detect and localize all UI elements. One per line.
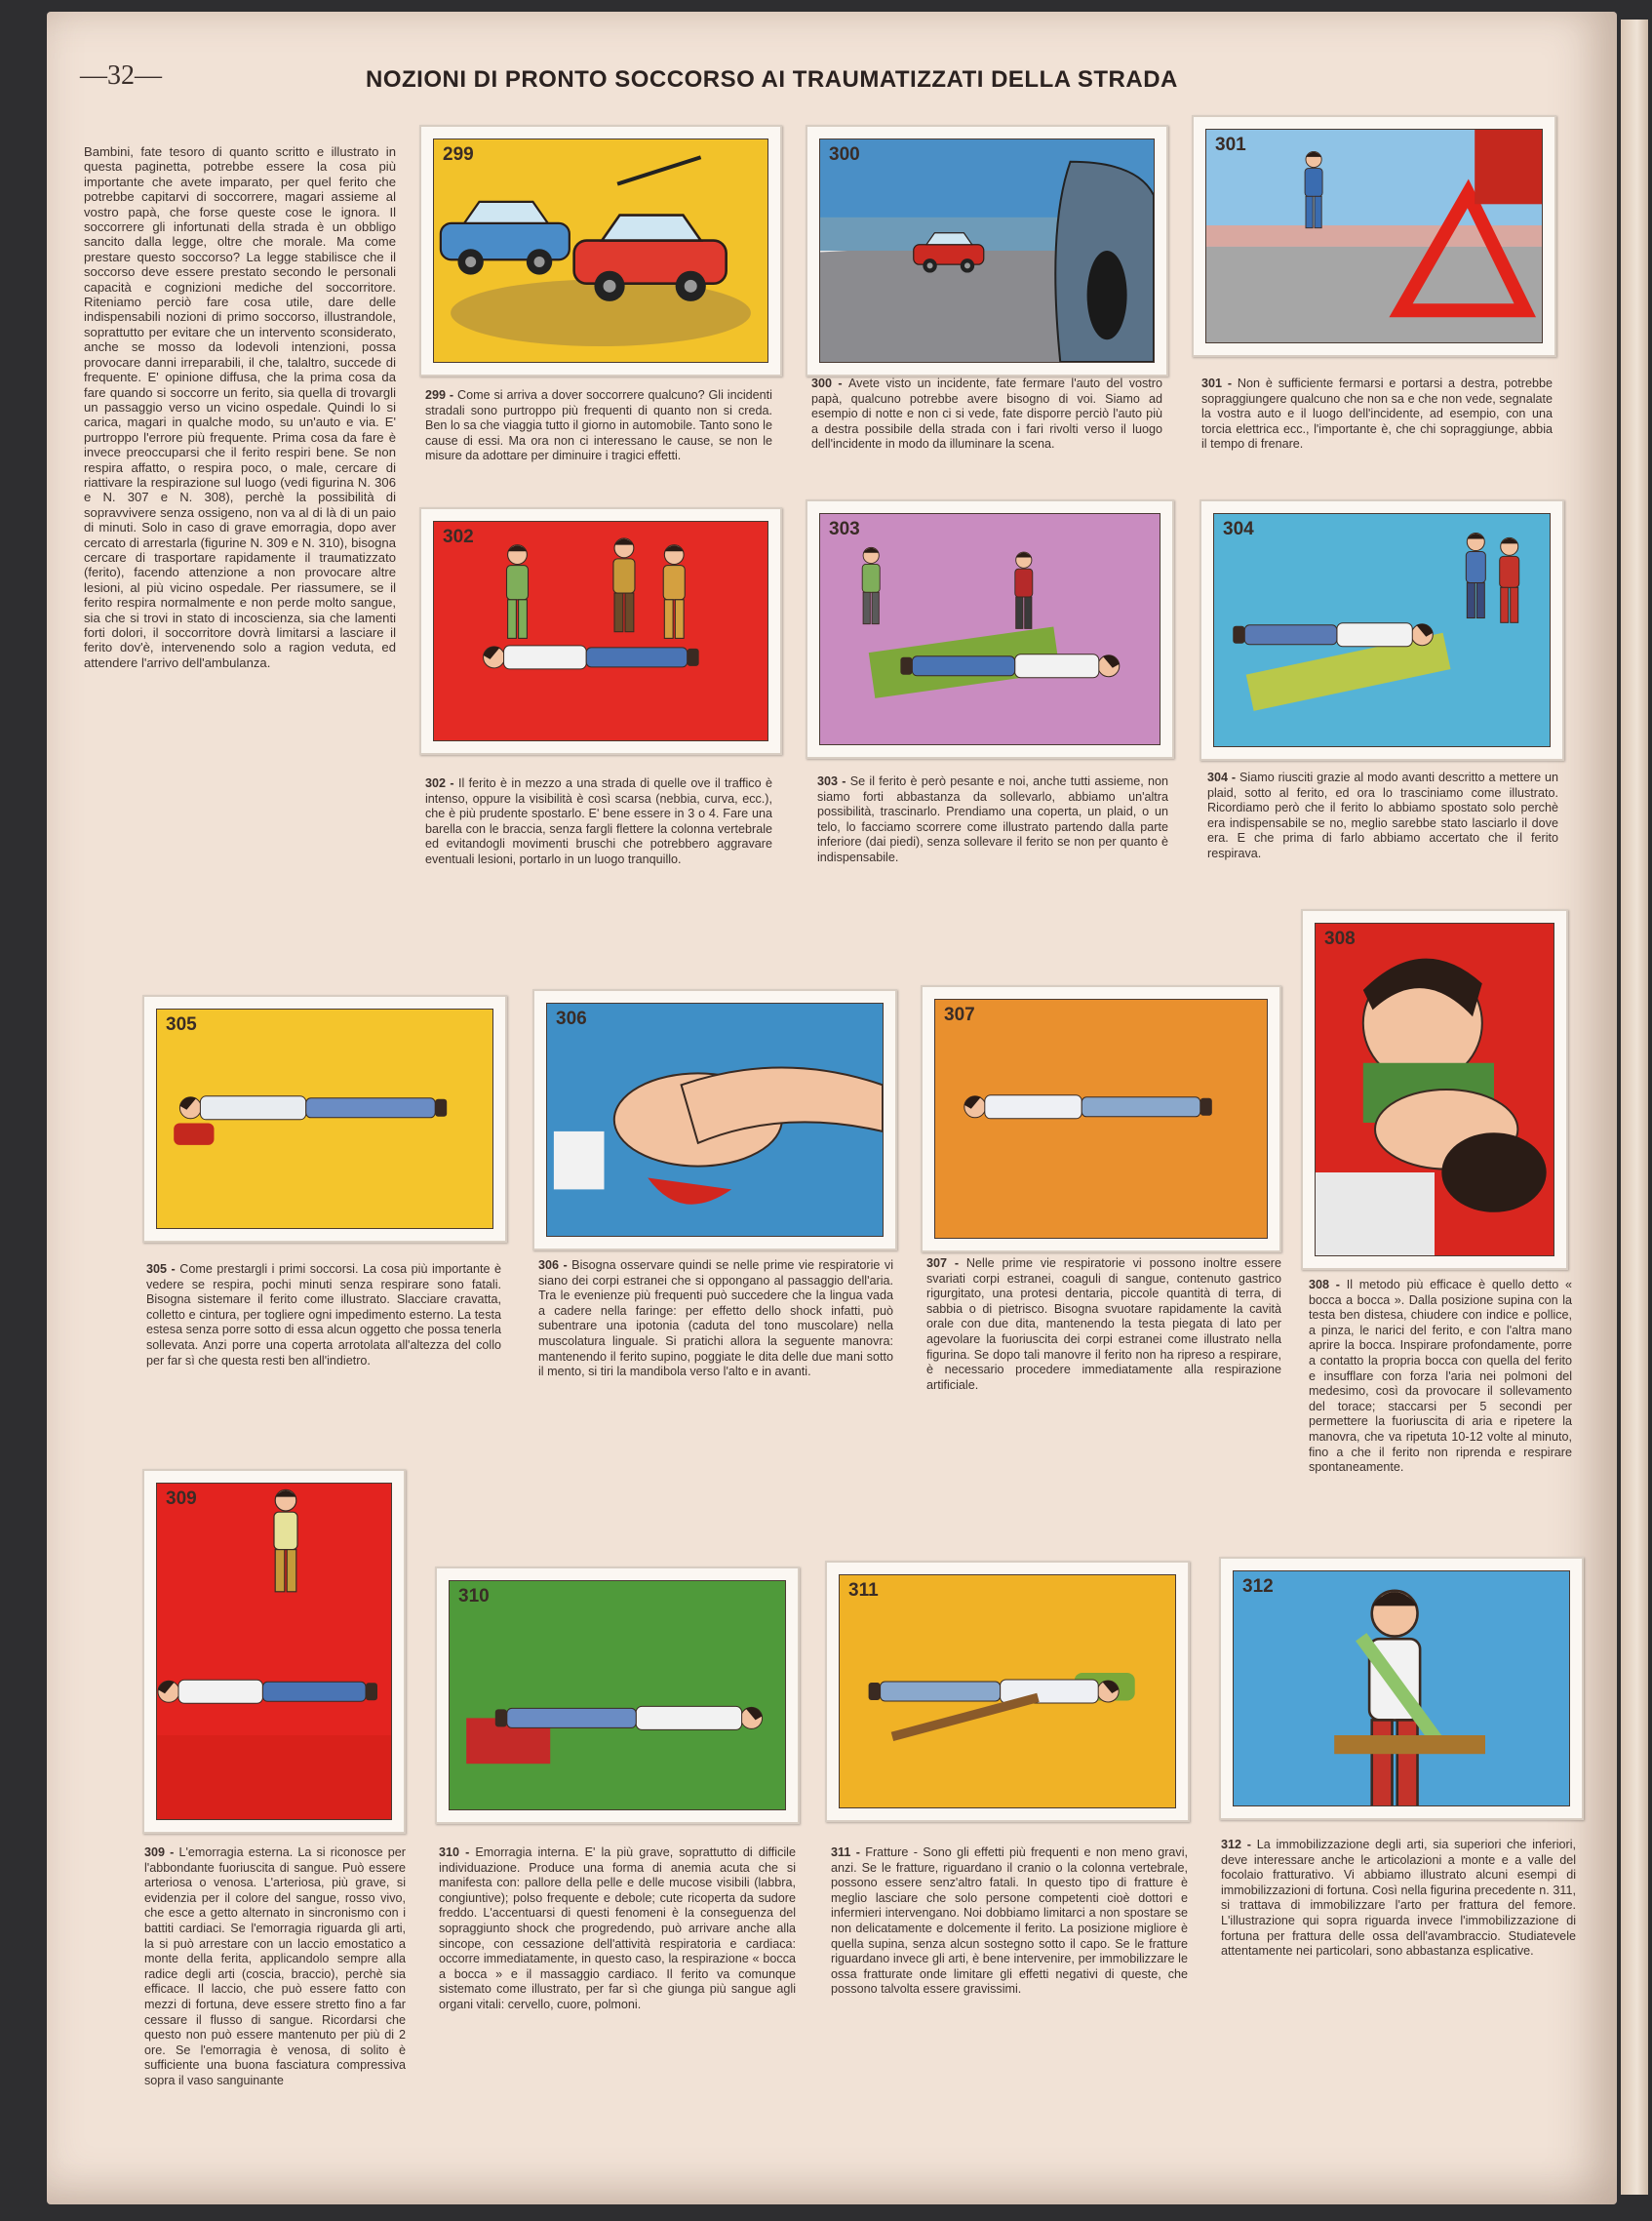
illustration-299: [433, 139, 768, 363]
card-number: 305: [166, 1014, 197, 1035]
card-number: 301: [1215, 135, 1246, 155]
caption-302: [425, 776, 772, 868]
caption-300: [811, 377, 1162, 453]
page-title: NOZIONI DI PRONTO SOCCORSO AI TRAUMATIZZATI DELLA STRADA: [366, 66, 1178, 93]
card-number: 308: [1324, 929, 1356, 949]
caption-number: 300 -: [811, 377, 848, 390]
caption-text: Il ferito è in mezzo a una strada di quelle ove il traffico è intenso, oppure la visibilità è così scarsa (nebbia, curva, ecc.), che è più prudente spostarlo. E' bene essere in 3 o 4. Fare una barella con le braccia, senza fargli flettere la colonna vertebrale ed evitandogli movimenti bruschi che potrebbero aggravare eventuali lesioni, portarlo in un luogo tranquillo.: [425, 776, 772, 866]
illustration-309: [156, 1483, 392, 1820]
illustration-card-306: [532, 989, 897, 1250]
caption-number: 304 -: [1207, 771, 1240, 784]
illustration-card-305: [142, 995, 507, 1243]
caption-number: 302 -: [425, 776, 458, 790]
caption-text: Come si arriva a dover soccorrere qualcuno? Gli incidenti stradali sono purtroppo più frequenti di quanto non si creda. Ben lo sa che viaggia tutto il giorno in automobile. Tanto sono le cause di essi. Ma ora non ci interessano le cause, se non le misure da adottare per diminuire i tragici effetti.: [425, 388, 772, 463]
illustration-303: [819, 513, 1160, 745]
caption-304: [1207, 771, 1558, 862]
intro-text: Bambini, fate tesoro di quanto scritto e illustrato in questa paginetta, potrebbe essere la cosa più importante che avete imparato, per quel ferito che potrebbe capitarvi di soccorrere, magari assieme al vostro papà, che forse queste cose le ignora. Il soccorrere gli infortunati della strada è un obbligo sancito dalla legge, oltre che morale. Ma come prestare questo soccorso? La legge stabilisce che il soccorso deve essere prestato secondo le personali capacità e cognizioni mediche del soccorritore. Riteniamo perciò fare cosa utile, dare delle indispensabili nozioni di primo soccorso, illustrandole, soprattutto per evitare che un intervento sconsiderato, anche se mosso da lodevoli intenzioni, possa provocare danni irreparabili, il che, talaltro, succede di frequente. E' opinione diffusa, che la prima cosa da fare quando si soccorre un ferito, sia quella di trovargli un passaggio verso un vicino ospedale. Quindi lo si carica, magari in qualche modo, su un'auto e via. E' purtroppo l'errore più frequente. Prima cosa da fare è invece preoccuparsi che il ferito respiri bene. Se non respira affatto, o respira poco, o male, cercare di riattivare la respirazione sul luogo (vedi figurina N. 306 e N. 307 e N. 308), perchè la possibilità di sopravvivere senza ossigeno, non va al di là di un paio di minuti. Solo in caso di grave emorragia, dopo aver cercato di arrestarla (figurine N. 309 e N. 310), bisogna cercare di trasportare rapidamente il traumatizzato (ferito), facendo attenzione a non provocare altre lesioni, al più vicino ospedale. Per riassumere, se il ferito respira normalmente e non perde molto sangue, sia che si trovi in stato di incoscienza, sia che lamenti forti dolori, il soccorritore dovrà limitarsi a lasciare il ferito dov'è, intervenendo solo a ragion veduta, ed attendere l'arrivo dell'ambulanza.: [84, 144, 396, 670]
caption-308: [1309, 1278, 1572, 1476]
caption-text: Se il ferito è però pesante e noi, anche tutti assieme, non siamo forti abbastanza da sollevarlo, abbiamo un'altra possibilità, trascinarlo. Prendiamo una coperta, un plaid, o un telo, lo facciamo scorrere come illustrato partendo dalla parte inferiore (dai piedi), senza sollevare il ferito se non per quanto è indispensabile.: [817, 774, 1168, 864]
caption-text: Emorragia interna. E' la più grave, soprattutto di difficile individuazione. Produce una forma di anemia acuta che si manifesta con: pallore della pelle e delle mucose visibili (labbra, congiuntive); polso frequente e debole; cute ricoperta da sudore freddo. L'accentuarsi di questi fenomeni è la conseguenza del sopraggiunto shock che progredendo, può arrivare anche alla sincope, con cessazione dell'attività respiratoria e cardiaca: occorre immediatamente, in questo caso, la respirazione « bocca a bocca » e il massaggio cardiaco. Il ferito va comunque sistemato come illustrato, per far sì che giunga più sangue agli organi vitali: cervello, cuore, polmoni.: [439, 1845, 796, 2011]
caption-312: [1221, 1838, 1576, 1960]
caption-text: Come prestargli i primi soccorsi. La cosa più importante è vedere se respira, pochi minuti senza respirare sono fatali. Bisogna sistemare il ferito come illustrato. Slacciare cravatta, colletto e cintura, per togliere ogni impedimento esterno. La testa estesa senza porre sotto di essa alcun oggetto che possa tenerla sollevata. Anzi porre una coperta arrotolata all'altezza del collo per far sì che questa resti ben all'indietro.: [146, 1262, 501, 1368]
caption-text: Fratture - Sono gli effetti più frequenti e non meno gravi, anzi. Se le fratture, riguardano il cranio o la colonna vertebrale, possono essere senz'altro fatali. In questo tipo di fratture è meglio lasciare che solo persone competenti cioè dottori e infermieri intervengano. Noi dobbiamo limitarci a non spostare se non delicatamente e dolcemente il ferito. La posizione migliore è quella supina, senza alcun sostegno sotto il capo. Se le fratture riguardano invece gli arti, è bene intervenire, per immobilizzare le ossa fratturate onde limitare gli effetti negativi di queste, che possono talvolta essere gravissimi.: [831, 1845, 1188, 1997]
caption-299: [425, 388, 772, 464]
caption-303: [817, 774, 1168, 866]
caption-301: [1201, 377, 1553, 453]
card-number: 300: [829, 144, 860, 165]
caption-number: 299 -: [425, 388, 457, 402]
caption-text: L'emorragia esterna. La si riconosce per l'abbondante fuoriuscita di sangue. Può essere arteriosa o venosa. L'arteriosa, più grave, si evidenzia per il colore del sangue, rosso vivo, che esce a getto alternato in sincronismo con i battiti cardiaci. Se l'emorragia riguarda gli arti, la si può arrestare con un laccio emostatico a monte della ferita, applicandolo sempre alla radice degli arti (coscia, braccio), perchè sia efficace. Il laccio, che può essere fatto con mezzi di fortuna, deve essere stretto fino a far cessare il flusso di sangue. Ricordarsi che questo non può essere mantenuto per più di 2 ore. Se l'emorragia è venosa, di solito è sufficiente una buona fasciatura compressiva sopra il vaso sanguinante: [144, 1845, 406, 2087]
illustration-card-308: [1301, 909, 1568, 1270]
illustration-card-311: [825, 1561, 1190, 1822]
caption-309: [144, 1845, 406, 2089]
illustration-301: [1205, 129, 1543, 343]
illustration-307: [934, 999, 1268, 1239]
caption-text: Non è sufficiente fermarsi e portarsi a destra, potrebbe sopraggiungere qualcuno che non sa e che non vede, segnalate la vostra auto e il luogo dell'incidente, ad esempio, con una torcia elettrica ecc., l'importante è, che chi sopraggiunge, abbia il tempo di frenare.: [1201, 377, 1553, 452]
card-number: 302: [443, 527, 474, 547]
caption-number: 306 -: [538, 1258, 572, 1272]
caption-number: 305 -: [146, 1262, 180, 1276]
card-number: 306: [556, 1009, 587, 1029]
illustration-306: [546, 1003, 884, 1237]
illustration-300: [819, 139, 1155, 363]
caption-number: 312 -: [1221, 1838, 1257, 1851]
caption-text: Bisogna osservare quindi se nelle prime vie respiratorie vi siano dei corpi estranei che si oppongano al passaggio dell'aria. Tra le evenienze più frequenti può succedere che la lingua vada a cadere nella faringe: per effetto dello shock infatti, può subentrare una ipotonia (caduta del tono muscolare) nella muscolatura linguale. Si pratichi allora la seguente manovra: mantenendo il ferito supino, poggiate le dita delle due mani sotto il mento, si tiri la mandibola verso l'alto e in avanti.: [538, 1258, 893, 1379]
caption-number: 309 -: [144, 1845, 179, 1859]
illustration-card-301: [1192, 115, 1556, 357]
card-number: 310: [458, 1586, 490, 1606]
card-number: 304: [1223, 519, 1254, 539]
page-number: —32—: [80, 60, 162, 91]
illustration-305: [156, 1009, 493, 1229]
illustration-card-303: [806, 499, 1174, 759]
caption-text: La immobilizzazione degli arti, sia superiori che inferiori, deve interessare anche le articolazioni a monte e a valle del focolaio fratturativo. Vi abbiamo illustrato alcuni esempi di immobilizzazioni di fortuna. Così nella figurina precedente n. 311, si trattava di immobilizzare l'arto per frattura del femore. L'illustrazione qui sopra riguarda invece l'immobilizzazione di fortuna per frattura delle ossa dell'avambraccio. Studiatevele attentamente nei particolari, sono abbastanza esplicative.: [1221, 1838, 1576, 1959]
card-number: 299: [443, 144, 474, 165]
illustration-card-310: [435, 1567, 800, 1824]
illustration-304: [1213, 513, 1551, 747]
caption-306: [538, 1258, 893, 1380]
caption-number: 301 -: [1201, 377, 1238, 390]
caption-number: 307 -: [926, 1256, 966, 1270]
illustration-311: [839, 1574, 1176, 1808]
caption-text: Nelle prime vie respiratorie vi possono inoltre essere svariati corpi estranei, coaguli di sangue, contenuto gastrico rigurgitato, una protesi dentaria, piccole quantità di terra, di sabbia o di pietrisco. Bisogna svuotare rapidamente la cavità orale con due dita, mantenendo la testa piegata di lato per agevolare la fuoriuscita dei corpi estranei come illustrato nella figurina. Se dopo tali manovre il ferito non ha ripreso a respirare, è necessario procedere immediatamente alla respirazione artificiale.: [926, 1256, 1281, 1392]
illustration-card-304: [1200, 499, 1564, 761]
caption-text: Siamo riusciti grazie al modo avanti descritto a mettere un plaid, sotto al ferito, ed ora lo trasciniamo come illustrato. Ricordiamo però che il ferito lo abbiamo spostato solo perchè era indispensabile se no, meglio sarebbe stato lasciarlo il dove era. E che prima di farlo abbiamo accertato che il ferito respirava.: [1207, 771, 1558, 860]
illustration-card-312: [1219, 1557, 1584, 1820]
caption-307: [926, 1256, 1281, 1393]
card-number: 309: [166, 1488, 197, 1509]
card-number: 303: [829, 519, 860, 539]
illustration-312: [1233, 1570, 1570, 1806]
caption-number: 308 -: [1309, 1278, 1347, 1291]
illustration-card-309: [142, 1469, 406, 1834]
card-number: 311: [848, 1580, 879, 1601]
caption-text: Il metodo più efficace è quello detto « bocca a bocca ». Dalla posizione supina con la testa ben distesa, chiudere con indice e pollice, a pinza, le narici del ferito, e con l'altra mano aprire la bocca. Inspirare profondamente, porre a contatto la propria bocca con quella del ferito e insufflare con forza l'aria nei polmoni del medesimo, così da provocare il sollevamento del torace; staccarsi per 5 secondi per permettere la fuoriuscita di aria e ripetere la manovra, che va ripetuta 10-12 volte al minuto, fino a che il ferito non riprenda e respirare spontaneamente.: [1309, 1278, 1572, 1475]
caption-text: Avete visto un incidente, fate fermare l'auto del vostro papà, qualcuno potrebbe avere bisogno di voi. Siamo ad esempio di notte e non ci si vede, fate disporre perciò l'auto più a destra possibile della strada con i fari rivolti verso il luogo dell'incidente in modo da illuminare la scena.: [811, 377, 1162, 452]
caption-305: [146, 1262, 501, 1368]
illustration-310: [449, 1580, 786, 1810]
page-edge: [1621, 20, 1648, 2195]
illustration-308: [1315, 923, 1554, 1256]
illustration-card-307: [921, 985, 1281, 1252]
illustration-card-302: [419, 507, 782, 755]
card-number: 307: [944, 1005, 975, 1025]
caption-311: [831, 1845, 1188, 1998]
card-number: 312: [1242, 1576, 1274, 1597]
caption-number: 310 -: [439, 1845, 476, 1859]
caption-310: [439, 1845, 796, 2013]
caption-number: 311 -: [831, 1845, 866, 1859]
illustration-card-299: [419, 125, 782, 377]
illustration-card-300: [806, 125, 1168, 377]
caption-number: 303 -: [817, 774, 850, 788]
illustration-302: [433, 521, 768, 741]
